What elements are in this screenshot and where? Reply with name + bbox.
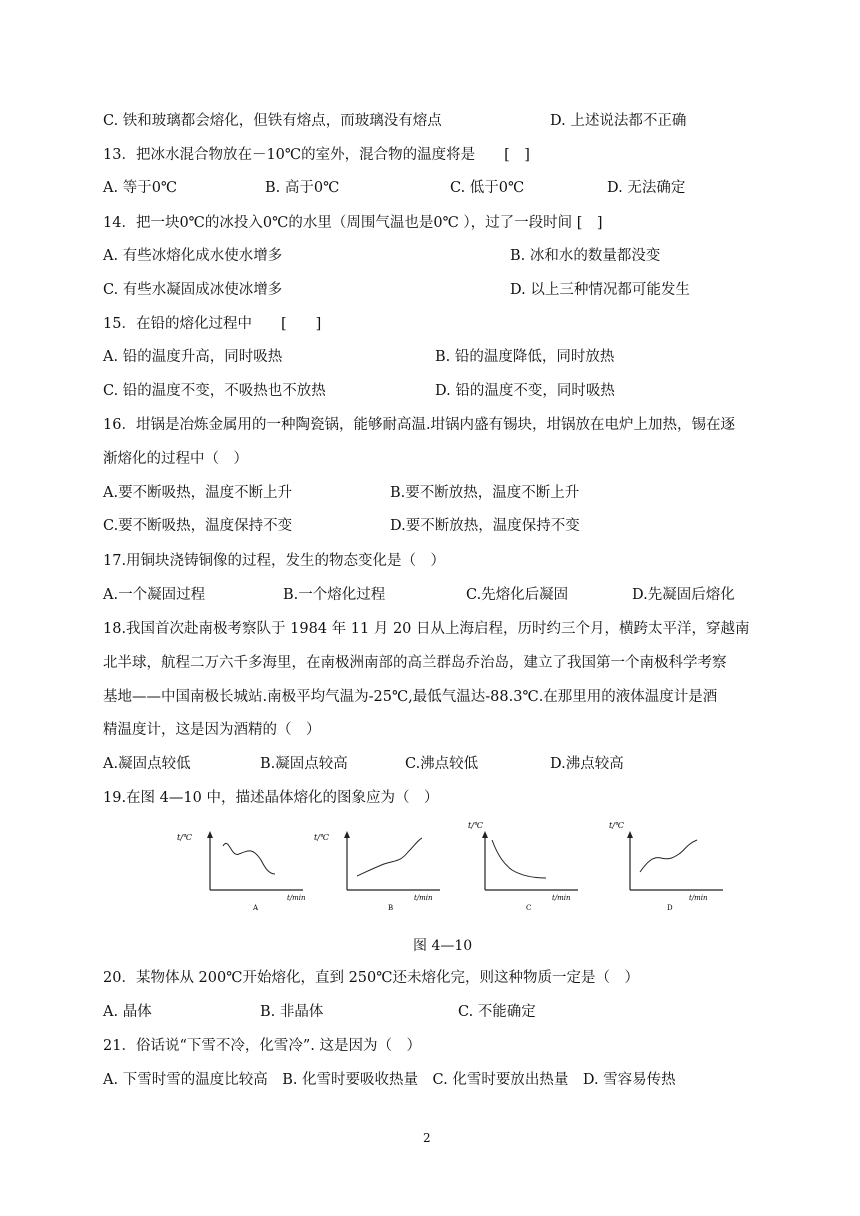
option-12d: D. 上述说法都不正确: [550, 113, 687, 129]
option-16d: D.要不断放热，温度保持不变: [390, 518, 580, 534]
option-13c: C. 低于0℃: [450, 180, 525, 196]
option-14b: B. 冰和水的数量都没变: [510, 248, 661, 264]
figure-4-10: [177, 821, 725, 923]
graph-letter: C: [526, 904, 532, 912]
question-14: 14．把一块0℃的冰投入0℃的水里（周围气温也是0℃ ），过了一段时间 [ ]: [103, 215, 603, 231]
option-15d: D. 铅的温度不变，同时吸热: [435, 383, 615, 399]
question-16-line-1: 16．坩锅是冶炼金属用的一种陶瓷锅，能够耐高温.坩锅内盛有锡块，坩锅放在电炉上加热，锡在逐: [103, 417, 736, 433]
option-17a: A.一个凝固过程: [103, 587, 206, 603]
option-18b: B.凝固点较高: [260, 756, 348, 772]
graph-b: [314, 828, 452, 923]
x-axis-label: t/min: [552, 894, 571, 902]
figure-caption: 图 4—10: [413, 938, 473, 954]
option-16b: B.要不断放热，温度不断上升: [390, 485, 580, 501]
question-18-line-4: 精温度计，这是因为酒精的（ ）: [103, 722, 321, 738]
option-15b: B. 铅的温度降低，同时放热: [435, 349, 615, 365]
option-14c: C. 有些水凝固成冰使冰增多: [103, 282, 283, 298]
option-14d: D. 以上三种情况都可能发生: [510, 282, 690, 298]
option-16c: C.要不断吸热，温度保持不变: [103, 518, 293, 534]
x-axis-label: t/min: [689, 894, 708, 902]
option-20a: A. 晶体: [103, 1004, 152, 1020]
graph-letter: A: [253, 904, 259, 912]
option-18c: C.沸点较低: [405, 756, 479, 772]
graph-d: [609, 821, 735, 923]
question-20: 20．某物体从 200℃开始熔化，直到 250℃还未熔化完，则这种物质一定是（ ）: [103, 970, 639, 986]
y-axis-label: t/℃: [609, 821, 624, 830]
question-17: 17.用铜块浇铸铜像的过程，发生的物态变化是（ ）: [103, 553, 446, 569]
graph-a: [177, 828, 315, 923]
question-13: 13．把冰水混合物放在－10℃的室外，混合物的温度将是 [ ]: [103, 147, 530, 163]
question-15: 15．在铅的熔化过程中 [ ]: [103, 316, 322, 332]
question-16-line-2: 渐熔化的过程中（ ）: [103, 451, 248, 467]
graph-letter: D: [667, 904, 673, 912]
y-axis-label: t/℃: [177, 833, 192, 842]
option-17b: B.一个熔化过程: [283, 587, 386, 603]
x-axis-label: t/min: [287, 894, 306, 902]
option-20b: B. 非晶体: [260, 1004, 324, 1020]
graph-c: [468, 821, 590, 923]
question-19: 19.在图 4—10 中，描述晶体熔化的图象应为（ ）: [103, 790, 439, 806]
y-axis-label: t/℃: [468, 821, 483, 830]
option-15a: A. 铅的温度升高，同时吸热: [103, 349, 283, 365]
option-17d: D.先凝固后熔化: [632, 587, 735, 603]
option-20c: C. 不能确定: [458, 1004, 536, 1020]
graph-letter: B: [388, 904, 394, 912]
option-13b: B. 高于0℃: [265, 180, 340, 196]
option-17c: C.先熔化后凝固: [466, 587, 569, 603]
option-18d: D.沸点较高: [550, 756, 624, 772]
option-12c: C. 铁和玻璃都会熔化，但铁有熔点，而玻璃没有熔点: [103, 113, 442, 129]
question-18-line-3: 基地——中国南极长城站.南极平均气温为-25℃,最低气温达-88.3℃.在那里用的液体温度计是酒: [103, 689, 718, 705]
question-18-line-1: 18.我国首次赴南极考察队于 1984 年 11 月 20 日从上海启程，历时约三个月，横跨太平洋，穿越南: [103, 621, 750, 637]
y-axis-label: t/℃: [314, 833, 329, 842]
option-18a: A.凝固点较低: [103, 756, 191, 772]
option-15c: C. 铅的温度不变，不吸热也不放热: [103, 383, 326, 399]
x-axis-label: t/min: [414, 894, 433, 902]
question-21: 21．俗话说“下雪不冷，化雪冷”. 这是因为（ ）: [103, 1038, 421, 1054]
question-18-line-2: 北半球，航程二万六千多海里，在南极洲南部的高兰群岛乔治岛，建立了我国第一个南极科学考察: [103, 655, 727, 671]
options-21: A. 下雪时雪的温度比较高 B. 化雪时要吸收热量 C. 化雪时要放出热量 D. 雪容易传热: [103, 1072, 676, 1088]
option-13d: D. 无法确定: [607, 180, 686, 196]
option-16a: A.要不断吸热，温度不断上升: [103, 485, 293, 501]
option-14a: A. 有些冰熔化成水使水增多: [103, 248, 283, 264]
page-number: 2: [423, 1131, 431, 1145]
option-13a: A. 等于0℃: [103, 180, 178, 196]
